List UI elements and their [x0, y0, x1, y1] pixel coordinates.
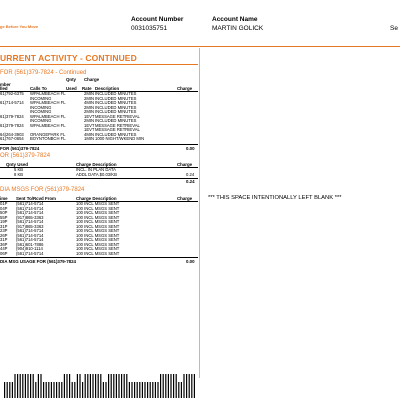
- data-total-rule: [0, 178, 198, 179]
- barcode-bar: [82, 382, 83, 398]
- table-cell-desc: 100 INCL MSGS SENT: [76, 205, 120, 211]
- calls-col-charge-amt: Charge: [177, 86, 193, 91]
- calls-total-label: FOR (561)379-7824: [0, 146, 40, 151]
- table-cell-num: (561)601-7886: [16, 241, 44, 247]
- header-divider: [0, 46, 400, 47]
- calls-col-number-top: mber: [0, 82, 11, 87]
- barcode-bar: [168, 374, 169, 398]
- barcode-bar: [189, 374, 190, 398]
- table-cell-qty: 1EVT: [84, 127, 95, 133]
- table-cell-to: ORANGEPARK FL: [30, 131, 66, 137]
- table-cell-desc: INCLUDED MINUTES: [95, 100, 137, 106]
- barcode-bar: [12, 382, 13, 398]
- table-cell-time: 04P: [0, 205, 8, 211]
- table-cell-num: (561)714-5714: [16, 232, 44, 238]
- page-title: URRENT ACTIVITY - CONTINUED: [0, 53, 137, 63]
- barcode-bar: [35, 382, 36, 398]
- barcode-bar: [30, 374, 31, 398]
- barcode-bar: [14, 374, 15, 398]
- barcode-bar: [9, 382, 10, 398]
- barcode-bar: [139, 382, 140, 398]
- table-cell-to: WPALMBEACH FL: [30, 100, 66, 106]
- table-cell-desc: 100 INCL MSGS SENT: [76, 219, 120, 225]
- barcode-bar: [69, 374, 70, 398]
- barcode-bar: [147, 382, 148, 398]
- table-cell-num: (561)714-5714: [16, 201, 44, 206]
- barcode-bar: [53, 382, 54, 398]
- calls-table: [0, 92, 198, 142]
- account-name-label: Account Name: [212, 16, 258, 23]
- table-cell-num: (561)714-5714: [16, 219, 44, 225]
- intentionally-blank-notice: *** THIS SPACE INTENTIONALLY LEFT BLANK ***: [208, 195, 342, 201]
- table-cell-time: 19P: [0, 219, 8, 225]
- table-cell-to: INCOMING: [30, 95, 52, 101]
- table-cell-qty: 2MIN: [84, 91, 95, 96]
- barcode-bar: [43, 382, 44, 398]
- mms-section-title: DIA MSGS FOR (561)379-7824: [0, 187, 85, 193]
- barcode-bar: [176, 374, 177, 398]
- table-cell-num: (561)714-5714: [16, 210, 44, 216]
- table-cell-time: 31P: [0, 237, 8, 243]
- barcode-bar: [92, 374, 93, 398]
- barcode-bar: [103, 382, 104, 398]
- table-cell-desc: 100 INCL MSGS SENT: [76, 210, 120, 216]
- barcode-bar: [178, 382, 179, 398]
- title-underline: [0, 64, 198, 65]
- table-cell-time: 01P: [0, 201, 8, 206]
- table-cell-qty: 2MIN: [84, 104, 95, 110]
- barcode-bar: [90, 374, 91, 398]
- table-cell-to: WPALMBEACH FL: [30, 91, 66, 96]
- barcode-bar: [170, 374, 171, 398]
- barcode-bar: [59, 382, 60, 398]
- table-cell-time: 06P: [0, 251, 8, 257]
- data-col-desc: Charge Description: [76, 162, 117, 167]
- barcode-bar: [56, 382, 57, 398]
- barcode-bar: [113, 374, 114, 398]
- table-cell-desc: 1000 NIGHT/WKEND MIN: [95, 136, 145, 142]
- calls-col-calls-to: Calls To: [30, 86, 47, 91]
- table-cell-qty: 4MIN: [84, 100, 95, 106]
- barcode-bar: [121, 374, 122, 398]
- table-row: [0, 173, 198, 178]
- table-cell-qty: 1MIN: [84, 136, 95, 142]
- barcode-bar: [85, 374, 86, 398]
- table-cell-num: (917)865-3363: [16, 214, 44, 220]
- table-cell-qty: 1EVT: [84, 113, 95, 119]
- table-cell-num: 61)792-6375: [0, 91, 24, 96]
- barcode-bar: [33, 374, 34, 398]
- calls-col-number-bottom: lled: [0, 86, 8, 91]
- barcode-bar: [38, 374, 39, 398]
- barcode-bar: [77, 374, 78, 398]
- barcode-bar: [79, 374, 80, 398]
- barcode-bar: [7, 382, 8, 398]
- mms-col-time: ime: [0, 196, 8, 201]
- barcode-bar: [183, 374, 184, 398]
- table-cell-desc: ADDL DATA $0.03/KB: [76, 171, 117, 177]
- table-cell-desc: 100 INCL MSGS SENT: [76, 228, 120, 234]
- barcode-bar: [152, 382, 153, 398]
- barcode-bar: [20, 374, 21, 398]
- barcode-bar: [27, 374, 28, 398]
- barcode-bar: [150, 382, 151, 398]
- table-cell-to: BOYNTONBCH FL: [30, 136, 66, 142]
- brand-tagline: ge Before You Move: [0, 24, 39, 29]
- barcode-bar: [46, 382, 47, 398]
- barcode-bar: [51, 382, 52, 398]
- table-cell-num: (561)714-5714: [16, 237, 44, 243]
- table-cell-to: INCOMING: [30, 109, 52, 115]
- table-cell-to: INCOMING: [30, 104, 52, 110]
- mms-total-value: 0.00: [186, 259, 195, 264]
- calls-col-qnty-top: Qnty: [66, 77, 77, 82]
- table-cell-desc: 100 INCL MSGS SENT: [76, 223, 120, 229]
- calls-total-value: 0.00: [186, 146, 195, 151]
- table-cell-desc: MESSAGE RETRIEVAL: [95, 122, 140, 128]
- table-cell-desc: MESSAGE RETRIEVAL: [95, 113, 140, 119]
- table-cell-desc: INCLUDED MINUTES: [95, 131, 137, 137]
- table-cell-desc: 100 INCL MSGS SENT: [76, 214, 120, 220]
- mms-col-sent: Sent To/Rcvd From: [16, 196, 56, 201]
- table-cell-to: WPALMBEACH FL: [30, 113, 66, 119]
- table-cell-time: 23P: [0, 228, 8, 234]
- table-cell-desc: INCLUDED MINUTES: [95, 118, 137, 124]
- mms-total-label: DIA MSG USAGE FOR (561)379-7824: [0, 259, 76, 264]
- table-cell-num: (561)714-5714: [16, 251, 44, 257]
- barcode-bar: [129, 382, 130, 398]
- barcode-bar: [72, 382, 73, 398]
- table-cell-desc: INCLUDED MINUTES: [95, 104, 137, 110]
- table-cell-time: 50P: [0, 210, 8, 216]
- barcode-bar: [95, 374, 96, 398]
- table-cell-qty: 2MIN: [84, 118, 95, 124]
- barcode-bar: [134, 382, 135, 398]
- barcode-bar: [160, 374, 161, 398]
- data-total-value: 0.24: [186, 179, 195, 184]
- table-cell-desc: 100 INCL MSGS SENT: [76, 251, 120, 257]
- mms-total-rule: [0, 257, 198, 258]
- table-cell-desc: INCLUDED MINUTES: [95, 95, 137, 101]
- account-number-value: 0031035751: [131, 25, 168, 32]
- barcode-bar: [4, 382, 5, 398]
- account-name-value: MARTIN GOLICK: [212, 25, 264, 32]
- table-cell-time: 36P: [0, 241, 8, 247]
- table-cell-desc: 100 INCL MSGS SENT: [76, 201, 120, 206]
- table-cell-desc: INCL. IN PLAN DATA: [76, 167, 116, 172]
- table-cell-time: 44P: [0, 246, 8, 252]
- table-row: [0, 252, 198, 257]
- calls-col-qnty-bottom: Used: [66, 86, 77, 91]
- table-row: [0, 137, 198, 142]
- postal-barcode: [0, 372, 198, 400]
- table-cell-qty: 2MIN: [84, 109, 95, 115]
- barcode-bar: [48, 382, 49, 398]
- table-cell-num: (917)865-3363: [16, 223, 44, 229]
- table-cell-desc: INCLUDED MINUTES: [95, 91, 137, 96]
- data-table: [0, 168, 198, 177]
- barcode-bar: [126, 374, 127, 398]
- barcode-bar: [173, 374, 174, 398]
- mms-col-charge: Charge: [177, 196, 193, 201]
- table-cell-desc: 100 INCL MSGS SENT: [76, 232, 120, 238]
- data-col-charge: Charge: [177, 162, 193, 167]
- table-cell-time: 55P: [0, 214, 8, 220]
- barcode-bar: [118, 374, 119, 398]
- barcode-bar: [165, 374, 166, 398]
- header-right-fragment: Se: [390, 25, 398, 32]
- barcode-bar: [87, 374, 88, 398]
- barcode-bar: [108, 374, 109, 398]
- table-cell-qty: 4MIN: [84, 131, 95, 137]
- calls-col-charge-top: Charge: [84, 77, 100, 82]
- barcode-bar: [181, 382, 182, 398]
- barcode-bar: [124, 374, 125, 398]
- barcode-bar: [155, 382, 156, 398]
- table-cell-qty: 2MIN: [84, 95, 95, 101]
- calls-section-title: FOR (561)379-7824 - Continued: [0, 70, 87, 76]
- barcode-bar: [131, 382, 132, 398]
- barcode-bar: [116, 374, 117, 398]
- column-divider: [199, 48, 200, 378]
- table-cell-num: 61)767-0654: [0, 136, 24, 142]
- barcode-bar: [194, 374, 195, 398]
- mms-col-desc: Charge Description: [76, 196, 117, 201]
- table-cell-charge: 0.24: [186, 171, 195, 177]
- barcode-bar: [137, 382, 138, 398]
- barcode-bar: [64, 374, 65, 398]
- table-cell-num: 61)379-7824: [0, 122, 24, 128]
- barcode-bar: [17, 374, 18, 398]
- barcode-bar: [25, 374, 26, 398]
- table-cell-num: 61)714-5714: [0, 100, 24, 106]
- barcode-bar: [40, 374, 41, 398]
- barcode-bar: [66, 374, 67, 398]
- data-col-qnty: Qnty Used: [6, 162, 28, 167]
- table-cell-desc: 100 INCL MSGS SENT: [76, 246, 120, 252]
- table-cell-num: (904)910-1114: [16, 246, 43, 252]
- table-cell-time: 31P: [0, 223, 8, 229]
- table-cell-qty: 5 KB: [14, 167, 24, 172]
- table-cell-desc: MESSAGE RETRIEVAL: [95, 127, 140, 133]
- account-number-label: Account Number: [131, 16, 184, 23]
- table-cell-to: WPALMBEACH FL: [30, 122, 66, 128]
- barcode-bar: [22, 374, 23, 398]
- calls-total-rule: [0, 144, 198, 145]
- barcode-bar: [111, 374, 112, 398]
- table-cell-num: (561)714-5714: [16, 205, 44, 211]
- data-section-title: OR (561)379-7824: [0, 153, 51, 159]
- table-cell-desc: INCLUDED MINUTES: [95, 109, 137, 115]
- barcode-bar: [186, 374, 187, 398]
- calls-col-rate: Rate: [82, 86, 92, 91]
- barcode-bar: [191, 374, 192, 398]
- table-cell-desc: 100 INCL MSGS SENT: [76, 237, 120, 243]
- table-cell-time: 26P: [0, 232, 8, 238]
- table-cell-num: 64)264-3903: [0, 131, 24, 137]
- barcode-bar: [144, 382, 145, 398]
- barcode-bar: [105, 382, 106, 398]
- barcode-bar: [163, 374, 164, 398]
- barcode-bar: [61, 382, 62, 398]
- table-cell-num: (561)714-5714: [16, 228, 44, 234]
- barcode-bar: [98, 374, 99, 398]
- table-cell-to: INCOMING: [30, 118, 52, 124]
- table-cell-qty: 1EVT: [84, 122, 95, 128]
- mms-table: [0, 202, 198, 257]
- barcode-bar: [157, 382, 158, 398]
- barcode-bar: [74, 382, 75, 398]
- barcode-bar: [100, 374, 101, 398]
- table-cell-desc: 100 INCL MSGS SENT: [76, 241, 120, 247]
- table-cell-qty: 8 KB: [14, 171, 24, 177]
- table-cell-num: 61)379-7824: [0, 113, 24, 119]
- calls-col-charge-desc: Description: [95, 86, 120, 91]
- barcode-bar: [142, 382, 143, 398]
